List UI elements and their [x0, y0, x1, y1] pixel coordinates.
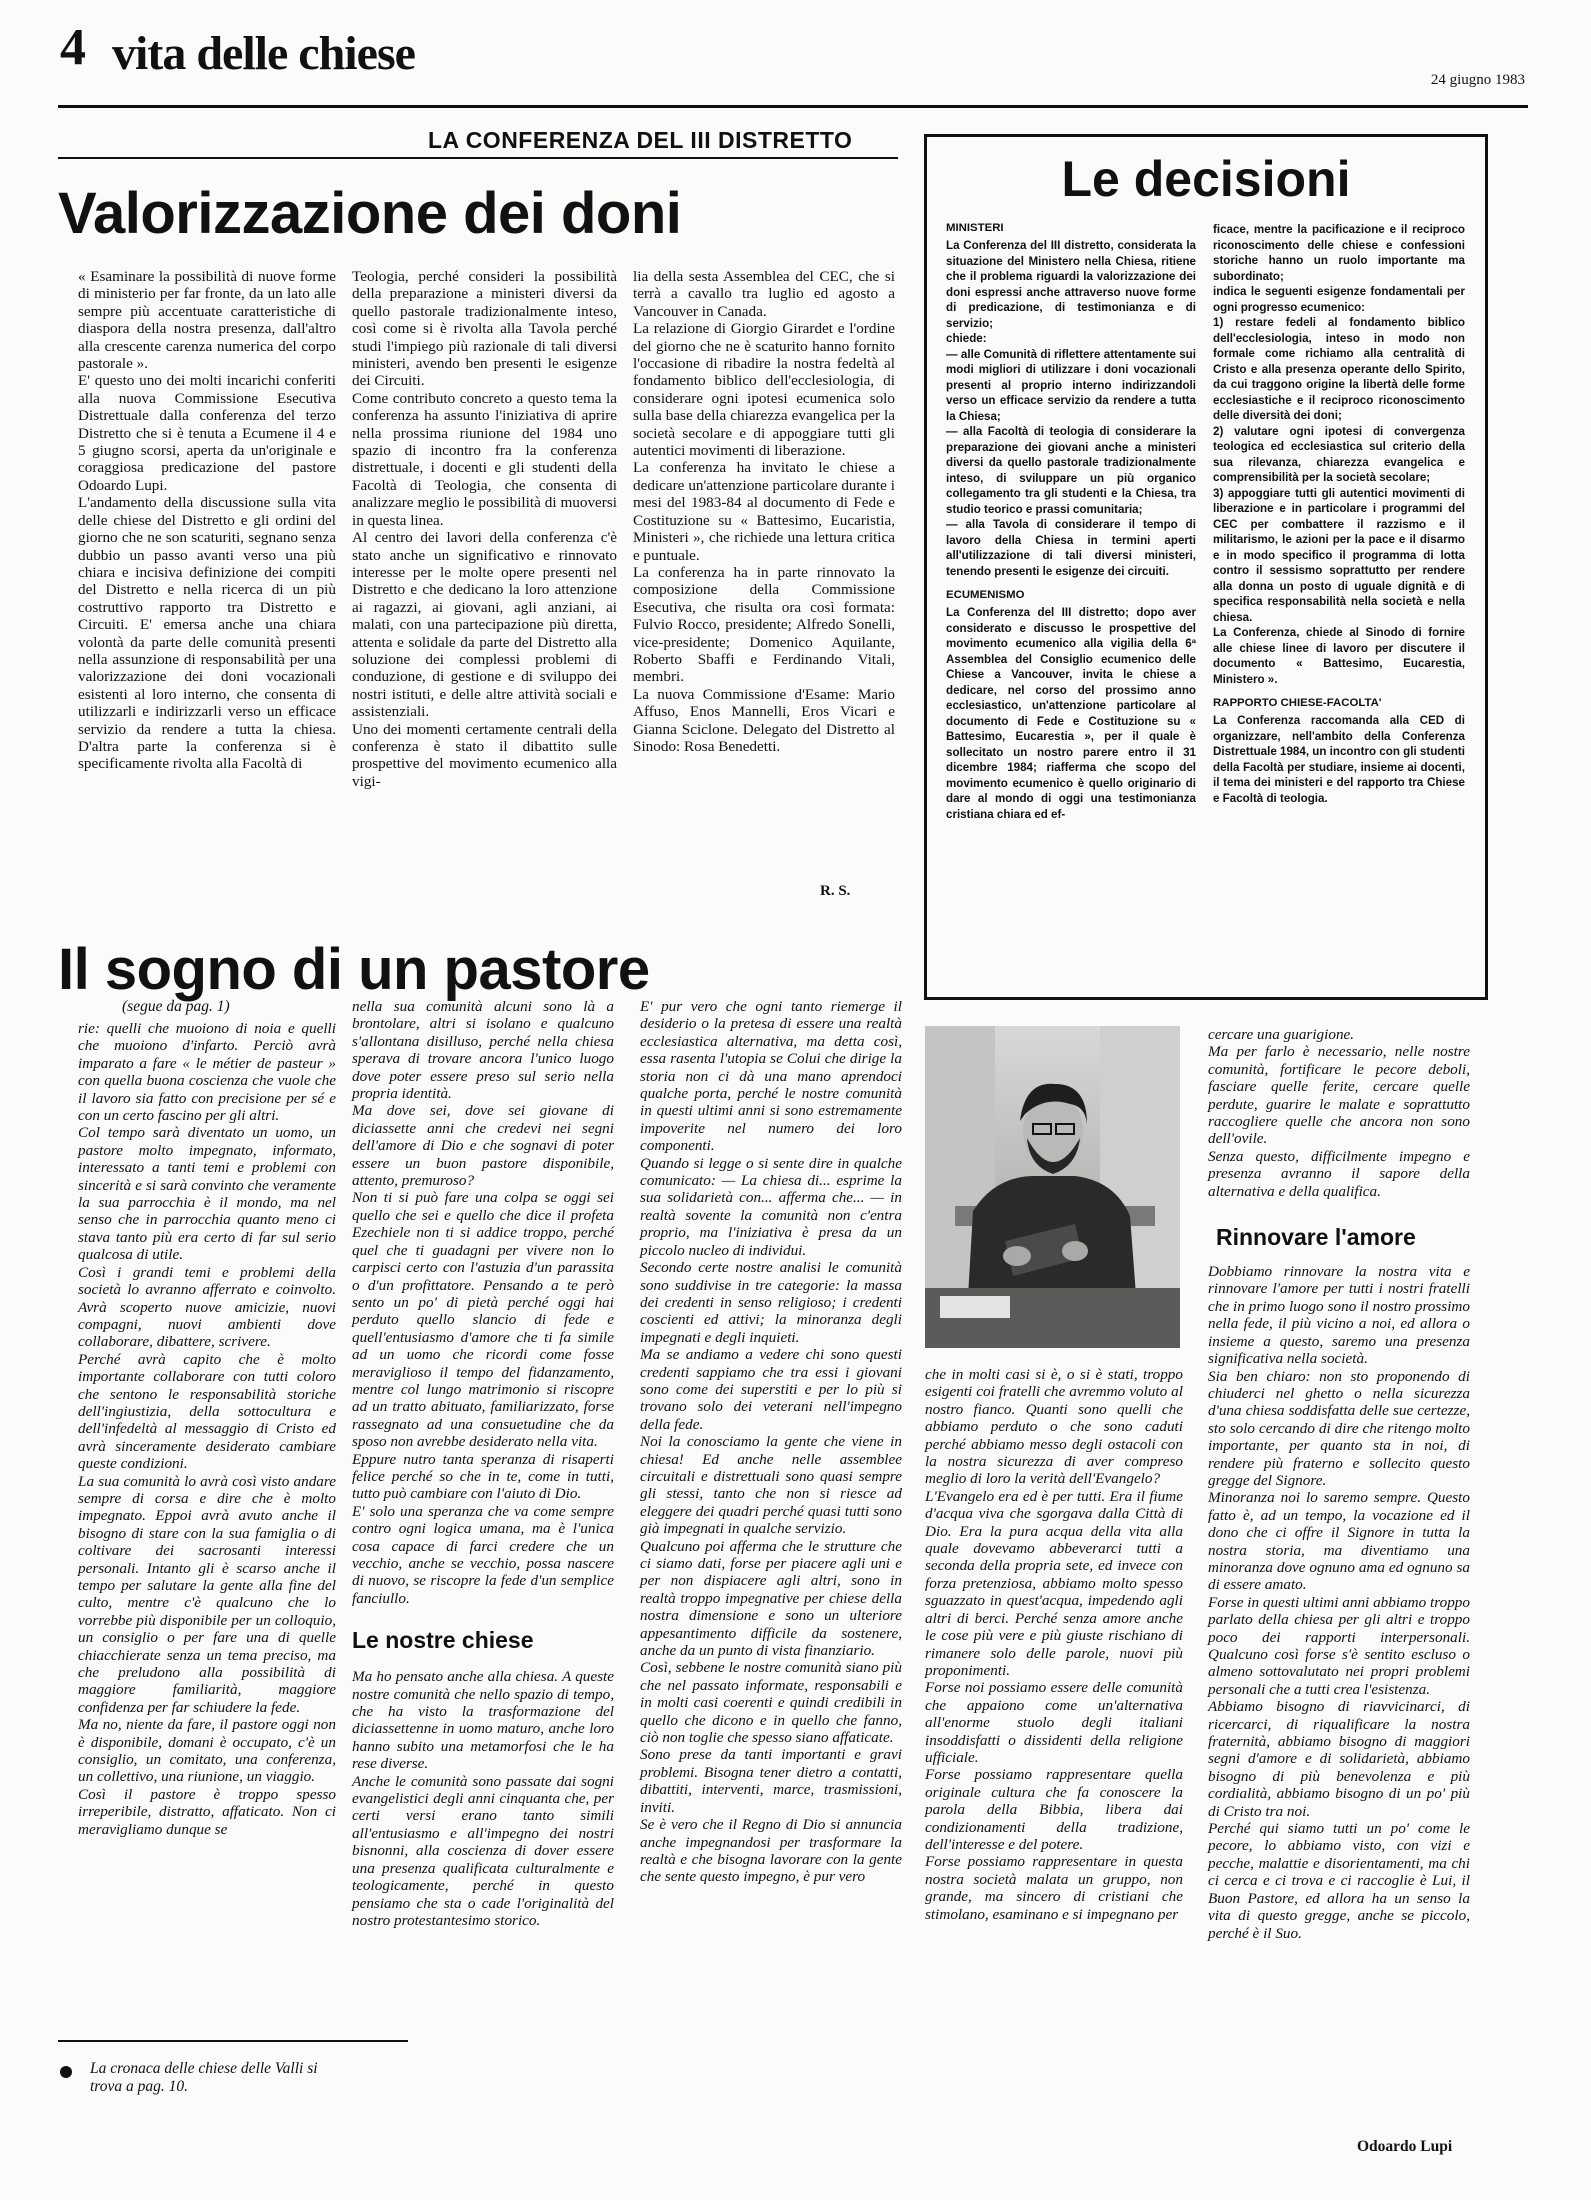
pastor-photo: [925, 1026, 1180, 1348]
article1-title: Valorizzazione dei doni: [58, 181, 682, 246]
article1-kicker: LA CONFERENZA DEL III DISTRETTO: [428, 127, 853, 153]
article2-title: Il sogno di un pastore: [58, 937, 650, 1002]
ministeri-heading: MINISTERI: [946, 222, 1004, 234]
article2-column-1: rie: quelli che muoiono di noia e quelli che muoiono d'infarto. Perciò avrà imparato a fare « le métier de pasteur » con quella buona coscienza che vuole che il lavoro sia fatto con precisione per sé e con un certo fascino per gli altri. Col tempo sarà diventato un uomo, un pastore molto impegnato, informato, interessato a tanti temi e problemi con sincerità e si sarà convinto che veramente la sua parrocchia è il mondo, ma nel senso che in parrocchia quanto meno ci stava tanto più era certo di far sul serio qualcosa di utile. Così i grandi temi e problemi della società lo avranno afferrato e coinvolto. Avrà scoperto nuove amicizie, nuovi compagni, nuovi ambienti dove collaborare, dibattere, scrivere. Perché avrà capito che è molto importante collaborare con tutti coloro che sentono le responsabilità storiche dell'ingiustizia, della sottocultura e dell'infedeltà al messaggio di Cristo ed avrà sinceramente desiderato cambiare queste condizioni. La sua comunità lo avrà così visto andare sempre di corsa e dire che è molto impegnato. Eppoi avrà avuto anche il bisogno di stare con la sua famiglia o di coltivare dei sacrosanti interessi personali. Intanto gli è scarso anche il tempo per salutare la gente alla fine del culto, mentre c'è qualcuno che lo vorrebbe più disponibile per un colloquio, un consiglio o per fare una di quelle chiacchierate senza un tema preciso, ma che preludono alla possibilità di maggiore familiarità, maggiore confidenza per far schiudere la fede. Ma no, niente da fare, il pastore oggi non è disponibile, domani è occupato, c'è un consiglio, un comitato, una conferenza, un collettivo, una riunione, un viaggio. Così il pastore è troppo spesso irreperibile, distratto, affaticato. Non ci meravigliamo dunque se: [78, 1020, 336, 1838]
article2-column-2-text-b: Ma ho pensato anche alla chiesa. A queste nostre comunità che nello spazio di tempo, che ha visto la trasformazione del diciassettenne in uomo maturo, anche loro hanno subito una metamorfosi che le ha rese diverse. Anche le comunità sono passate dai sogni evangelistici degli anni cinquanta che, per certi versi erano tanto simili all'entusiasmo e all'impegno dei nostri bisnonni, alla coscienza di dover essere una presenza qualificata culturalmente e teologicamente, perché in questo pensiamo che sta o cade l'originalità del nostro protestantesimo storico.: [352, 1668, 614, 1929]
issue-date: 24 giugno 1983: [1430, 72, 1525, 88]
kicker-rule: [58, 157, 898, 159]
decisions-column-2: [1213, 222, 1465, 806]
article2-column-5-text: cercare una guarigione. Ma per farlo è necessario, nelle nostre comunità, fortificare le pecore deboli, fasciare quelle ferite, cercare quelle perdute, guarire le malate e soprattutto raccogliere quelle che ancora non sono dell'ovile. Senza questo, difficilmente impegno e presenza avranno il sapore della alternativa e della qualifica.: [1208, 1026, 1470, 1200]
subhead-le-nostre-chiese: Le nostre chiese: [352, 1627, 534, 1654]
page-number: 4: [60, 19, 86, 76]
footnote-rule: [58, 2040, 408, 2042]
decisions-column-1: [946, 222, 1196, 822]
rapporto-text: La Conferenza raccomanda alla CED di organizzare, nell'ambito della Conferenza Distrettuale 1984, un incontro con gli studenti della Facoltà per studiare, insieme ai docenti, il tema dei ministeri e del rapporto tra Chiese e Facoltà di teologia.: [1213, 714, 1465, 805]
masthead-rule: [58, 105, 1528, 108]
ecumenismo-text: La Conferenza del III distretto; dopo aver considerato e discusso le prospettive del movimento ecumenico alla vigilia della 6ª Assemblea del Consiglio ecumenico delle Chiese a Vancouver, invita le chiese a dedicare, nel corso del prossimo anno ecclesiastico, un'attenzione particolare al documento di Fede e Costituzione su « Battesimo, Eucarestia », per il quale è sollecitato un nostro parere entro il 31 dicembre 1984; riafferma che scopo del movimento ecumenico è quello originario di dare al mondo di oggi una testimonianza cristiana chiara ed ef-: [946, 606, 1196, 821]
article1-column-3: lia della sesta Assemblea del CEC, che si terrà a cavallo tra luglio ed agosto a Vancouver in Canada. La relazione di Giorgio Girardet e l'ordine del giorno che ne è scaturito hanno fornito l'occasione di ribadire la nostra fedeltà al fondamento biblico dell'ecclesiologia, di considerare ogni ipotesi ecumenica solo sulla base della chiarezza evangelica per la società secolare e di appoggiare tutti gli autentici movimenti di liberazione. La conferenza ha invitato le chiese a dedicare un'attenzione particolare durante i mesi del 1983-84 al documento di Fede e Costituzione su « Battesimo, Eucaristia, Ministeri », che richiede una lettura critica e puntuale. La conferenza ha in parte rinnovato la composizione della Commissione Esecutiva, che risulta ora così formata: Fulvio Rocco, presidente; Alfredo Sonelli, vice-presidente; Domenico Aquilante, Roberto Sbaffi e Ferdinando Vitali, membri. La nuova Commissione d'Esame: Mario Affuso, Enos Mannelli, Eros Vicari e Gianna Sciclone. Delegato del Distretto al Sinodo: Rosa Benedetti.: [633, 268, 895, 755]
ministeri-text: La Conferenza del III distretto, considerata la situazione del Ministero nella Chiesa, ritiene che il problema riguardi la valorizzazione dei doni espressi anche attraverso nuove forme di predicazione, di testimonianza e di servizio; chiede: — alle Comunità di riflettere attentamente sui modi migliori di utilizzare i doni vocazionali presenti al proprio interno indirizzandoli verso un efficace servizio da rendere a tutta la Chiesa; — alla Facoltà di teologia di considerare la preparazione dei giovani anche a ministeri diversi da quello pastorale tradizionalmente inteso, di sviluppare un più organico collegamento tra gli studenti e la Chiesa, tra studio teorico e prassi comunitaria; — alla Tavola di considerare il tempo di lavoro della Chiesa in termini aperti all'utilizzazione di tali diversi ministeri, tenendo presenti le esigenze dei circuiti.: [946, 239, 1196, 578]
article2-column-5-text-b: Dobbiamo rinnovare la nostra vita e rinnovare l'amore per tutti i nostri fratelli che in primo luogo sono il nostro prossimo nella fede, il più vicino a noi, ed allora o insieme a questo, saremo una presenza significativa nella società. Sia ben chiaro: non sto proponendo di chiuderci nel ghetto o nella sicurezza d'una chiesa soddisfatta delle sue certezze, sto solo cercando di dire che ritengo molto importante, per quanto sta in noi, di rendere più fraterno e sollecito questo gregge del Signore. Minoranza noi lo saremo sempre. Questo fatto è, ad un tempo, la vocazione ed il dono che ci offre il Signore in tutta la nostra storia, ma diventiamo una minoranza dove ognuno ama ed ognuno sa di essere amato. Forse in questi ultimi anni abbiamo troppo parlato della chiesa per gli altri e troppo poco dei rapporti interpersonali. Qualcuno così forse s'è sentito escluso o almeno sottovalutato nei propri problemi personali che a tutti crea l'esistenza. Abbiamo bisogno di riavvicinarci, di ricercarci, di riqualificare la nostra fraternità, abbiamo bisogno di maggiori segni d'amore e di solidarietà, abbiamo bisogno di più benevolenza e più cordialità, abbiamo bisogno di un po' più di Cristo tra noi. Perché qui siamo tutti un po' come le pecore, lo abbiamo visto, con vizi e pecche, malattie e disorientamenti, ma chi ci cerca e ci trova e ci raccoglie è Lui, il Buon Pastore, ed allora ha un senso la vita di questo gregge, anche se piccolo, perché è il Suo.: [1208, 1263, 1470, 1942]
section-title: vita delle chiese: [112, 27, 415, 80]
article2-column-3: E' pur vero che ogni tanto riemerge il desiderio o la pretesa di essere una realtà ecclesiastica alternativa, ma detta così, essa rasenta l'utopia se Colui che dirige la storia non ci dà una mano aprendoci qualche porta, perché le nostre comunità in questi ultimi anni si sono estremamente impoverite nel numero dei loro componenti. Quando si legge o si sente dire in qualche comunicato: — La chiesa di... esprime la sua solidarietà con... afferma che... — in realtà sovente la comunità non c'entra proprio, ma l'iniziativa è presa da un piccolo nucleo di individui. Secondo certe nostre analisi le comunità sono suddivise in tre categorie: la massa dei credenti in senso religioso; i credenti coscienti ed attivi; la minoranza degli impegnati e degli inquieti. Ma se andiamo a vedere chi sono questi credenti sappiamo che tra essi i giovani sono come dei superstiti e per lo più si trovano solo dei veterani nell'impegno della fede. Noi la conosciamo la gente che viene in chiesa! Ed anche nelle assemblee circuitali e distrettuali sono quasi sempre gli stessi, tanto che non si riesce ad eleggere dei quadri perché quasi tutti sono già impegnati in qualche servizio. Qualcuno poi afferma che le strutture che ci siamo dati, forse per piacere agli uni e per non dispiacere agli altri, sono in realtà troppo impegnative per chiese della nostra dimensione e sono un ulteriore appesantimento difficile da sostenere, anche da un punto di vista finanziario. Così, sebbene le nostre comunità siano più che nel passato informate, responsabili e in molti casi coerenti e quindi credibili in quello che dicono e in quello che fanno, ciò non toglie che spesso siano affaticate. Sono prese da tanti importanti e gravi problemi. Bisogna tener dietro a contatti, dibattiti, interventi, marce, trasmissioni, inviti. Se è vero che il Regno di Dio si annuncia anche impegnandosi per trasformare la realtà e che bisogna lavorare con la gente che sente questo impegno, è pur vero: [640, 998, 902, 1886]
article1-signature: R. S.: [820, 883, 851, 899]
decisions-title: Le decisioni: [1061, 151, 1351, 207]
footnote-text: La cronaca delle chiese delle Valli si trova a pag. 10.: [90, 2060, 318, 2095]
article2-column-5: [1208, 1026, 1470, 1942]
rapporto-heading: RAPPORTO CHIESE-FACOLTA': [1213, 697, 1382, 709]
article1-column-1: « Esaminare la possibilità di nuove forme di ministerio per far fronte, da un lato alle sempre più accentuate caratteristiche di diaspora della nostra presenza, dall'altro alla crescente carenza numerica del corpo pastorale ». E' questo uno dei molti incarichi conferiti alla nuova Commissione Esecutiva Distrettuale dalla conferenza del terzo Distretto che si è tenuta a Ecumene il 4 e 5 giugno scorsi, aperta da un'originale e coraggiosa predicazione del pastore Odoardo Lupi. L'andamento della discussione sulla vita delle chiese del Distretto e gli ordini del giorno che ne son scaturiti, segnano senza dubbio un passo avanti verso una più chiara e incisiva definizione dei compiti del Distretto e nella ricerca di un più costruttivo rapporto tra Distretto e Circuiti. E' emersa anche una chiara volontà da parte delle comunità presenti nella assunzione di responsabilità per una valorizzazione dei doni vocazionali esistenti al loro interno, che consenta di utilizzarli e indirizzarli verso un efficace servizio da rendere a tutta la chiesa. D'altra parte la conferenza si è specificamente rivolta alla Facoltà di: [78, 268, 336, 773]
article2-column-2: [352, 998, 614, 1929]
ecumenismo-text-continued: ficace, mentre la pacificazione e il reciproco riconoscimento delle chiese e confessioni storiche hanno un ruolo importante ma subordinato; indica le seguenti esigenze fondamentali per ogni progresso ecumenico: 1) restare fedeli al fondamento biblico dell'ecclesiologia, inteso in modo non formale come richiamo alla centralità di Cristo e alla presenza operante dello Spirito, da cui traggono origine la libertà delle forme ecclesiastiche e il reciproco riconoscimento delle diversità dei doni; 2) valutare ogni ipotesi di convergenza teologica ed ecclesiastica sul criterio della sua rilevanza, chiarezza evangelica e comprensibilità per la società secolare; 3) appoggiare tutti gli autentici movimenti di liberazione e in particolare i programmi del CEC per combattere il razzismo e il militarismo, le azioni per la pace e il disarmo e in modo specifico il programma di lotta contro il sessismo soprattutto per rendere alla donna un posto di uguale dignità e di specifica responsabilità nella società e nella chiesa. La Conferenza, chiede al Sinodo di fornire alle chiese linee di lavoro per discutere il documento « Battesimo, Eucarestia, Ministero ».: [1213, 223, 1465, 686]
article2-column-2-text: nella sua comunità alcuni sono là a brontolare, altri si isolano e qualcuno s'allontana disilluso, perché nella chiesa sperava di trovare ancora l'unico luogo dove poter essere preso sul serio nella propria identità. Ma dove sei, dove sei giovane di diciassette anni che credevi nei segni dell'amore di Dio e che sognavi di poter essere un buon pastore disponibile, attento, premuroso? Non ti si può fare una colpa se oggi sei quello che sei e quello che dice il profeta Ezechiele non ti si addice troppo, perché quel che ti guadagni per vivere non lo carpisci certo con l'astuzia d'un parassita o d'un profittatore. Pensando a te però sento un po' di pietà perché oggi hai perduto quello slancio di fede e quell'entusiasmo d'amore che ti fa simile ad un uomo che ricordi come fosse meraviglioso il tempo del fidanzamento, mentre col lungo matrimonio si riscopre ad un tratto abituato, familiarizzato, forse rassegnato ad una consuetudine che da sposo non avrebbe desiderato nella vita. Eppure nutro tanta speranza di risaperti felice perché so che in te, come in tutti, tutto può cambiare con l'aiuto di Dio. E' solo una speranza che va come sempre contro ogni logica umana, ma è l'unica cosa capace di farci credere che un vecchio, anche se vecchio, possa nascere di nuovo, se riscopre la fede d'un semplice fanciullo.: [352, 998, 614, 1607]
ecumenismo-heading: ECUMENISMO: [946, 589, 1025, 601]
continued-note: (segue da pag. 1): [122, 998, 230, 1015]
pastor-photo-drawing: [925, 1026, 1180, 1348]
bullet-icon: [60, 2066, 72, 2078]
article2-column-4: che in molti casi si è, o si è stati, troppo esigenti coi fratelli che avremmo voluto al nostro fianco. Quanti sono quelli che abbiamo perduto o che sono caduti perché abbiamo messo degli ostacoli con la nostra sicurezza di aver compreso meglio di loro la verità dell'Evangelo? L'Evangelo era ed è per tutti. Era il fiume d'acqua viva che sgorgava dalla Città di Dio. Era la pura acqua della vita alla quale dovevamo abbeverarci tutti a seconda della propria sete, ed invece con forza pretenziosa, abbiamo molto spesso sguazzato in quest'acqua, impedendo agli altri di berci. Perché senza amore anche le cose più vere e più giuste rischiano di rimanere solo delle parole, nuovi più proponimenti. Forse noi possiamo essere delle comunità che appaiono come un'alternativa all'enorme stuolo degli italiani insoddisfatti o dissidenti della religione ufficiale. Forse possiamo rappresentare quella originale cultura che fa conoscere la parola della Bibbia, libera dai condizionamenti della tradizione, dell'interesse e del potere. Forse possiamo rappresentare in questa nostra società malata un gruppo, non grande, ma sincero di cristiani che stimolano, esaminano e si impegnano per: [925, 1366, 1183, 1923]
subhead-rinnovare-amore: Rinnovare l'amore: [1216, 1224, 1416, 1251]
article2-signature: Odoardo Lupi: [1357, 2138, 1453, 2155]
article1-column-2: Teologia, perché consideri la possibilità della preparazione a ministeri diversi da quello pastorale tradizionalmente inteso, così come si è rivolta alla Tavola perché studi l'impiego più razionale di tali diversi ministeri, avendo ben presenti le esigenze dei Circuiti. Come contributo concreto a questo tema la conferenza ha assunto l'iniziativa di aprire nella prossima riunione del 1984 uno spazio di incontro fra la conferenza distrettuale, i docenti e gli studenti della Facoltà di Teologia, che consenta di analizzare meglio le possibilità di muoversi in questa linea. Al centro dei lavori della conferenza c'è stato anche un significativo e rinnovato interesse per le molte opere presenti nel Distretto e che dedicano la loro attenzione ai ragazzi, ai giovani, agli anziani, ai malati, con una partecipazione più diretta, attenta e solidale da parte del Distretto alla soluzione dei complessi problemi di conduzione, di gestione e di sviluppo dei nostri istituti, e delle altre attività sociali e assistenziali. Uno dei momenti certamente centrali della conferenza è stato il dibattito sulle prospettive del movimento ecumenico alla vigi-: [352, 268, 617, 790]
